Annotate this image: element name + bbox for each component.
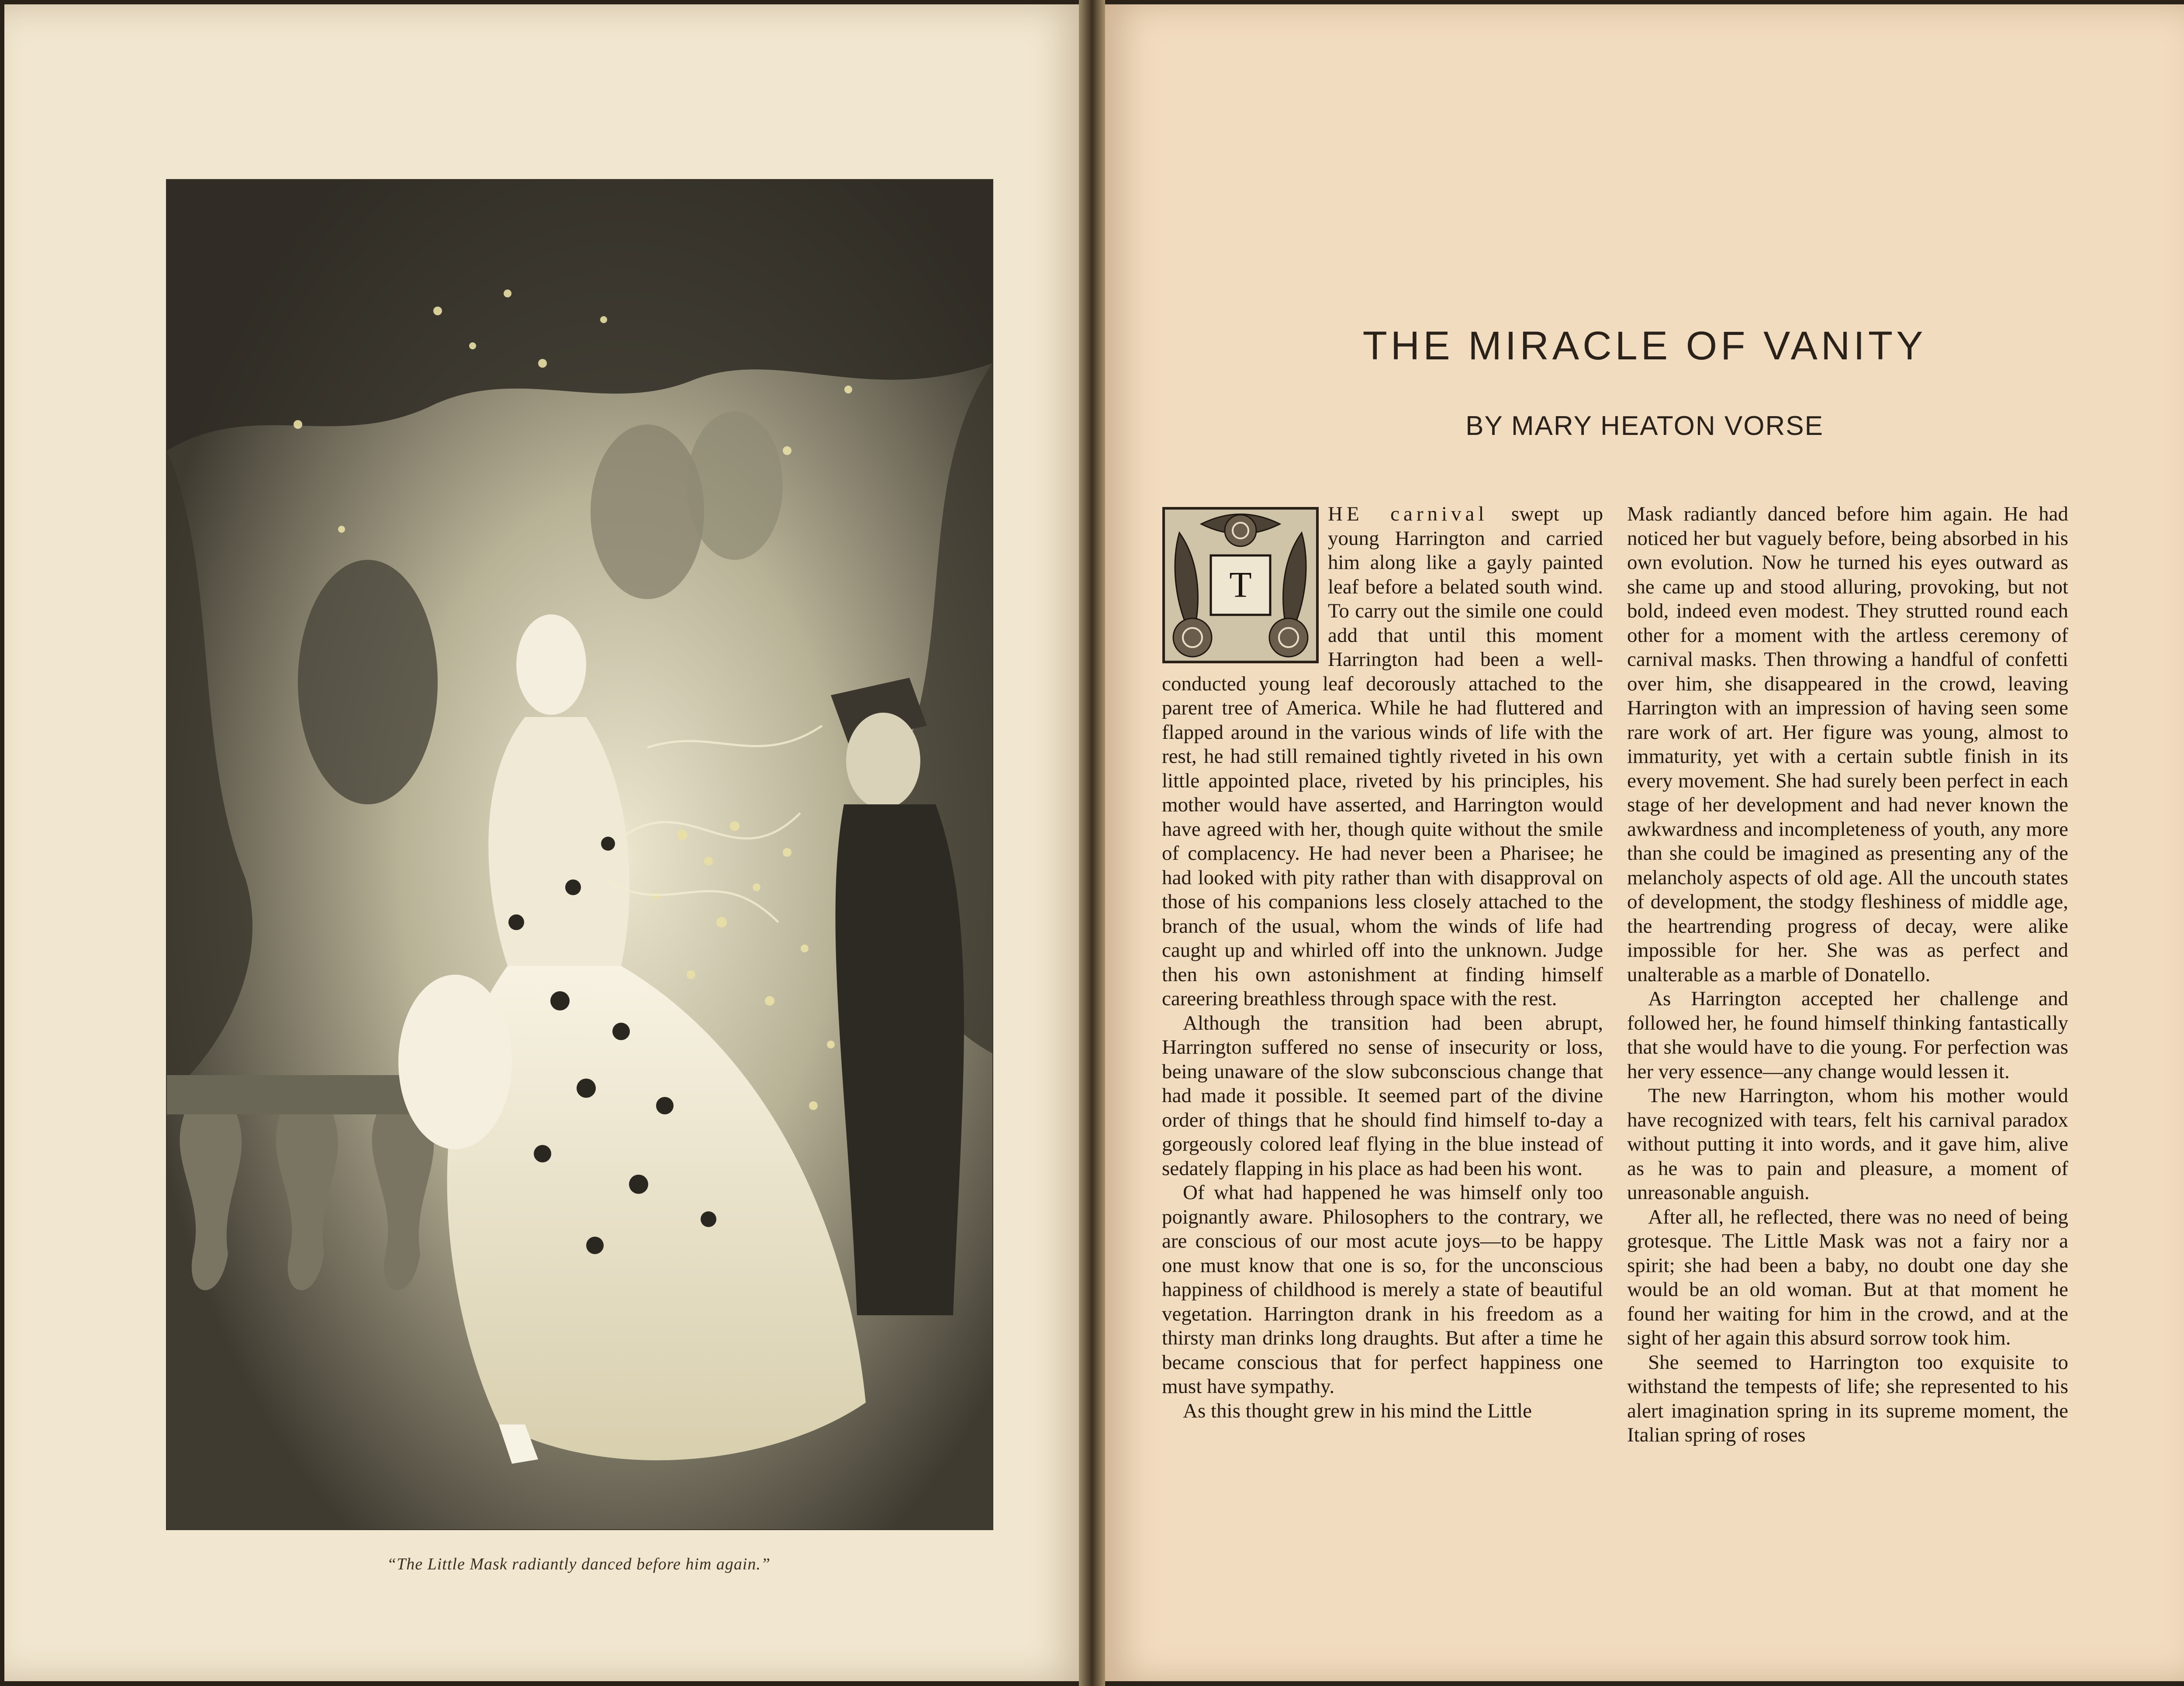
left-page [4, 4, 1083, 1681]
paragraph: As this thought grew in his mind the Little [1183, 1399, 1532, 1422]
text-column-left [1162, 502, 1603, 1423]
right-page [1105, 4, 2184, 1681]
book-gutter [1079, 0, 1105, 1686]
ornamental-drop-cap [1162, 507, 1319, 664]
opening-runin: HE carnival [1328, 503, 1488, 525]
article-title: THE MIRACLE OF VANITY [1362, 324, 1927, 368]
paragraph: She seemed to Harrington too exquisite to withstand the tempests of life; she represented to his alert imagination spring in its supreme moment, the Italian spring of roses [1627, 1351, 2068, 1446]
article-byline: BY MARY HEATON VORSE [1465, 411, 1824, 441]
paragraph: Of what had happened he was himself only too poignantly aware. Philosophers to the contrary, we are conscious of our most acute joys—to be happy one must know that one is so, for the unconscious happiness of childhood is merely a state of beautiful vegetation. Harrington drank in his freedom as a thirsty man drinks long draughts. But after a time he became conscious that for perfect happiness one must have sympathy. [1162, 1181, 1603, 1398]
illustration-caption: “The Little Mask radiantly danced before him again.” [387, 1555, 771, 1573]
continued-paragraph: Mask radiantly danced before him again. He had noticed her but vaguely before, being absorbed in his own evolution. Now he turned his eyes outward as she came up and stood alluring, provoking, but not bold, indeed even modest. They strutted round each other for a moment with the artless ceremony of carnival masks. Then throwing a handful of confetti over him, she disappeared in the crowd, leaving Harrington with an impression of having seen some rare work of art. Her figure was young, almost to immaturity, yet with a certain subtle finish in its every movement. She had surely been perfect in each stage of her development and had never known the awkwardness and incompleteness of youth, any more than she could be imagined as presenting any of the melancholy aspects of old age. All the uncouth states of development, the stodgy fleshiness of middle age, the heartrending progress of decay, were alike impossible for her. She was as perfect and unalterable as a marble of Donatello. [1627, 503, 2068, 986]
paragraph: Although the transition had been abrupt, Harrington suffered no sense of insecurity or loss, being unaware of the slow subconscious change that had made it possible. It seemed part of the divine order of things that he should find himself to-day a gorgeously colored leaf flying in the blue instead of sedately flapping in his place as had been his wont. [1162, 1011, 1603, 1180]
drop-cap-letter: T [1229, 565, 1252, 606]
illustration-plate [166, 179, 993, 1530]
paragraph: As Harrington accepted her challenge and followed her, he found himself thinking fantastically that she would have to die young. For perfection was her very essence—any change would lessen it. [1627, 987, 2068, 1083]
paragraph: After all, he reflected, there was no need of being grotesque. The Little Mask was not a fairy nor a spirit; she had been a baby, no doubt one day she would be an old woman. But at that moment he found her waiting for him in the crowd, and at the sight of her again this absurd sorrow took him. [1627, 1205, 2068, 1349]
carnival-illustration [167, 180, 992, 1529]
paragraph: The new Harrington, whom his mother would have recognized with tears, felt his carnival paradox without putting it into words, and it gave him, alive as he was to pain and pleasure, a moment of unreasonable anguish. [1627, 1084, 2068, 1204]
text-column-right [1627, 502, 2068, 1448]
opening-rest: swept up young Harrington and carried him along like a gayly painted leaf before a belated south wind. To carry out the simile one could add that until this moment Harrington had been a well-conducted young leaf decorously attached to the parent tree of America. While he had fluttered and flapped around in the various winds of life with the rest, he had still remained tightly riveted in his own little appointed place, riveted by his principles, his mother would have asserted, and Harrington would have agreed with her, though quite without the smile of complacency. He had never been a Pharisee; he had looked with pity rather than with disapproval on those of his companions less closely attached to the branch of the usual, whom the winds of life had caught up and whirled off into the unknown. Judge then his own astonishment at finding himself careering breathless through space with the rest. [1162, 503, 1603, 1010]
